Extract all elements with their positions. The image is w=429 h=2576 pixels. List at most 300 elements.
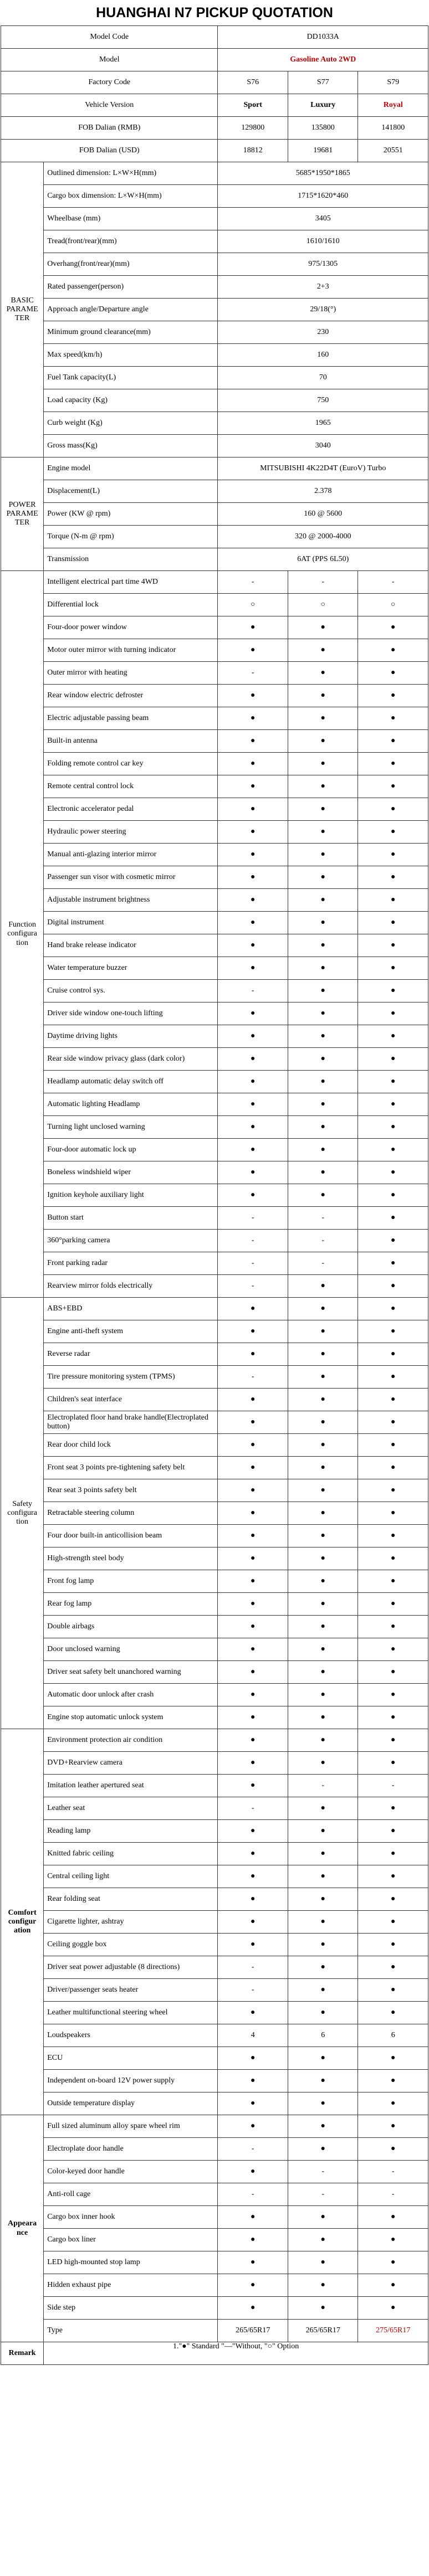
spec-value-3: ● (358, 1389, 428, 1411)
spec-label: Driver seat power adjustable (8 directions) (44, 1956, 218, 1979)
spec-value-3: ● (358, 934, 428, 957)
spec-value-3: - (358, 2183, 428, 2206)
spec-label: LED high-mounted stop lamp (44, 2251, 218, 2274)
spec-value-2: ● (288, 753, 358, 775)
spec-value-3: ● (358, 685, 428, 707)
spec-value-3: ● (358, 1502, 428, 1525)
header-row-fob-dalian-rmb (1, 117, 428, 140)
spec-value-1: - (218, 662, 288, 685)
spec-row (1, 1343, 428, 1366)
spec-value-3: ● (358, 2047, 428, 2070)
spec-row (1, 1479, 428, 1502)
spec-row (1, 1525, 428, 1547)
spec-label: Cigarette lighter, ashtray (44, 1911, 218, 1934)
spec-label: Hidden exhaust pipe (44, 2274, 218, 2297)
spec-row (1, 2070, 428, 2092)
spec-value-1: ● (218, 2047, 288, 2070)
spec-value-2: ● (288, 1093, 358, 1116)
spec-row (1, 2138, 428, 2161)
page-title: HUANGHAI N7 PICKUP QUOTATION (96, 5, 333, 20)
spec-value-2: - (288, 571, 358, 594)
spec-value-1: ● (218, 1729, 288, 1752)
spec-row (1, 299, 428, 321)
spec-value-2: ● (288, 1457, 358, 1479)
header-value-1: 129800 (218, 117, 288, 140)
spec-row (1, 2251, 428, 2274)
spec-value-3: ● (358, 1139, 428, 1161)
spec-value-1: ● (218, 2274, 288, 2297)
spec-label: Environment protection air condition (44, 1729, 218, 1752)
spec-value-3: ● (358, 662, 428, 685)
spec-value-1: ● (218, 1843, 288, 1865)
spec-label: Overhang(front/rear)(mm) (44, 253, 218, 276)
spec-row (1, 1457, 428, 1479)
spec-value-3: - (358, 1775, 428, 1797)
spec-label: Load capacity (Kg) (44, 389, 218, 412)
spec-row (1, 594, 428, 616)
spec-value: 1610/1610 (218, 230, 428, 253)
spec-label: Retractable steering column (44, 1502, 218, 1525)
spec-value-1: ● (218, 934, 288, 957)
spec-label: Electric adjustable passing beam (44, 707, 218, 730)
spec-label: Rated passenger(person) (44, 276, 218, 299)
spec-value-3: ● (358, 639, 428, 662)
section-power-parameter: POWER PARAME TER (1, 457, 44, 571)
header-value-3: Royal (358, 94, 428, 117)
spec-value-2: ● (288, 1570, 358, 1593)
spec-row (1, 1911, 428, 1934)
spec-value-3: ● (358, 980, 428, 1002)
spec-value-2: ● (288, 866, 358, 889)
spec-value-2: ● (288, 844, 358, 866)
spec-row (1, 1116, 428, 1139)
spec-value-2: ● (288, 957, 358, 980)
spec-value-2: ● (288, 616, 358, 639)
spec-value-2: ● (288, 707, 358, 730)
spec-value-1: ● (218, 1865, 288, 1888)
header-value-1: 18812 (218, 140, 288, 162)
header-value-1: S76 (218, 71, 288, 94)
spec-row (1, 208, 428, 230)
spec-value-1: ● (218, 1888, 288, 1911)
header-row-fob-dalian-usd (1, 140, 428, 162)
spec-value-3: ● (358, 1252, 428, 1275)
spec-value-2: ● (288, 1979, 358, 2002)
spec-label: Leather seat (44, 1797, 218, 1820)
spec-value-3: ● (358, 1888, 428, 1911)
spec-row (1, 162, 428, 185)
spec-value-3: ● (358, 1161, 428, 1184)
spec-label: Rear door child lock (44, 1434, 218, 1457)
header-row-vehicle-version (1, 94, 428, 117)
spec-label: Ceiling goggle box (44, 1934, 218, 1956)
spec-row (1, 412, 428, 435)
spec-row (1, 2002, 428, 2024)
spec-value-3: - (358, 571, 428, 594)
spec-value-3: ● (358, 2115, 428, 2138)
spec-label: Tread(front/rear)(mm) (44, 230, 218, 253)
spec-value-2: ● (288, 1502, 358, 1525)
spec-row (1, 1048, 428, 1071)
spec-value-3: - (358, 2161, 428, 2183)
header-value-3: 141800 (358, 117, 428, 140)
spec-value-1: ● (218, 1934, 288, 1956)
spec-label: Digital instrument (44, 912, 218, 934)
spec-label: Reading lamp (44, 1820, 218, 1843)
spec-label: Rear fog lamp (44, 1593, 218, 1616)
spec-row (1, 185, 428, 208)
spec-row (1, 1207, 428, 1230)
spec-row (1, 2229, 428, 2251)
spec-row (1, 1071, 428, 1093)
spec-row (1, 1161, 428, 1184)
spec-label: Rear side window privacy glass (dark color) (44, 1048, 218, 1071)
header-value-2: Luxury (288, 94, 358, 117)
spec-label: Electroplate door handle (44, 2138, 218, 2161)
spec-value-2: ● (288, 1048, 358, 1071)
spec-label: Adjustable instrument brightness (44, 889, 218, 912)
spec-label: Central ceiling light (44, 1865, 218, 1888)
spec-value-1: ● (218, 1706, 288, 1729)
spec-label: 360°parking camera (44, 1230, 218, 1252)
spec-value-3: ● (358, 1048, 428, 1071)
spec-value-3: ● (358, 889, 428, 912)
spec-label: Differential lock (44, 594, 218, 616)
spec-value-1: ● (218, 844, 288, 866)
spec-value-2: - (288, 1230, 358, 1252)
spec-row (1, 844, 428, 866)
spec-label: Hydraulic power steering (44, 821, 218, 844)
spec-label: Displacement(L) (44, 480, 218, 503)
spec-row (1, 1752, 428, 1775)
spec-value-3: ● (358, 1661, 428, 1684)
spec-label: Double airbags (44, 1616, 218, 1638)
spec-value-2: ● (288, 685, 358, 707)
spec-value-1: ● (218, 2002, 288, 2024)
spec-row (1, 1275, 428, 1298)
spec-value-3: ● (358, 1479, 428, 1502)
spec-label: Four-door automatic lock up (44, 1139, 218, 1161)
spec-label: Engine anti-theft system (44, 1320, 218, 1343)
spec-value: 160 @ 5600 (218, 503, 428, 526)
spec-value-1: ● (218, 1071, 288, 1093)
spec-value-3: ● (358, 1956, 428, 1979)
spec-row (1, 548, 428, 571)
spec-row (1, 1411, 428, 1434)
spec-value-1: - (218, 1230, 288, 1252)
spec-value-2: ● (288, 1525, 358, 1547)
spec-row (1, 707, 428, 730)
spec-value-2: ● (288, 1911, 358, 1934)
spec-row (1, 344, 428, 367)
spec-row (1, 1320, 428, 1343)
spec-value-3: ● (358, 1638, 428, 1661)
spec-label: Curb weight (Kg) (44, 412, 218, 435)
spec-value-3: ● (358, 1025, 428, 1048)
spec-value-3: ● (358, 1298, 428, 1320)
spec-value-1: ● (218, 1752, 288, 1775)
spec-value-2: ● (288, 2047, 358, 2070)
spec-label: Driver side window one-touch lifting (44, 1002, 218, 1025)
spec-value-1: ● (218, 707, 288, 730)
spec-row (1, 2206, 428, 2229)
spec-value: 160 (218, 344, 428, 367)
spec-value: 1965 (218, 412, 428, 435)
spec-label: Built-in antenna (44, 730, 218, 753)
spec-value-2: ● (288, 2002, 358, 2024)
spec-value-2: ● (288, 1479, 358, 1502)
spec-value-1: ● (218, 2229, 288, 2251)
spec-row (1, 1797, 428, 1820)
spec-value-2: ● (288, 2138, 358, 2161)
spec-row (1, 639, 428, 662)
spec-value-2: ● (288, 1434, 358, 1457)
spec-value-2: - (288, 1207, 358, 1230)
spec-table (1, 25, 428, 2365)
spec-value-1: ● (218, 1457, 288, 1479)
header-value: Gasoline Auto 2WD (218, 49, 428, 71)
spec-value-1: ○ (218, 594, 288, 616)
spec-row (1, 1661, 428, 1684)
spec-value-1: ● (218, 1298, 288, 1320)
spec-label: Headlamp automatic delay switch off (44, 1071, 218, 1093)
header-row-model (1, 49, 428, 71)
header-label: Model Code (1, 26, 218, 49)
spec-value-3: ● (358, 1071, 428, 1093)
spec-value: 5685*1950*1865 (218, 162, 428, 185)
spec-value-3: ● (358, 1934, 428, 1956)
spec-label: Rear window electric defroster (44, 685, 218, 707)
spec-value-1: ● (218, 639, 288, 662)
spec-row (1, 1389, 428, 1411)
spec-value-1: ● (218, 1002, 288, 1025)
spec-value-3: ● (358, 753, 428, 775)
spec-value: 320 @ 2000-4000 (218, 526, 428, 548)
spec-value-1: ● (218, 1434, 288, 1457)
spec-label: Wheelbase (mm) (44, 208, 218, 230)
spec-value-2: ● (288, 1411, 358, 1434)
spec-row (1, 1366, 428, 1389)
spec-value-2: ● (288, 912, 358, 934)
spec-value-3: ● (358, 1797, 428, 1820)
spec-value-3: ● (358, 1343, 428, 1366)
spec-row (1, 2183, 428, 2206)
spec-value-1: ● (218, 1389, 288, 1411)
spec-row (1, 1729, 428, 1752)
spec-value-3: ● (358, 2092, 428, 2115)
spec-value-1: ● (218, 1570, 288, 1593)
spec-value-1: ● (218, 957, 288, 980)
spec-value-3: ● (358, 1002, 428, 1025)
spec-value-1: ● (218, 2070, 288, 2092)
spec-row (1, 1684, 428, 1706)
spec-row (1, 435, 428, 457)
spec-row (1, 571, 428, 594)
spec-row (1, 753, 428, 775)
spec-label: Power (KW @ rpm) (44, 503, 218, 526)
spec-value-2: ● (288, 2092, 358, 2115)
spec-value-2: ● (288, 775, 358, 798)
spec-value-2: ● (288, 1593, 358, 1616)
spec-label: Rear folding seat (44, 1888, 218, 1911)
spec-value-1: ● (218, 1638, 288, 1661)
spec-label: Four-door power window (44, 616, 218, 639)
spec-value-2: ● (288, 1320, 358, 1343)
spec-row (1, 503, 428, 526)
spec-row (1, 1502, 428, 1525)
spec-value-3: 275/65R17 (358, 2320, 428, 2342)
spec-row (1, 1570, 428, 1593)
spec-value-2: 265/65R17 (288, 2320, 358, 2342)
spec-value-2: ● (288, 1161, 358, 1184)
spec-label: Cruise control sys. (44, 980, 218, 1002)
spec-label: Cargo box dimension: L×W×H(mm) (44, 185, 218, 208)
spec-label: Color-keyed door handle (44, 2161, 218, 2183)
spec-value-2: ● (288, 1071, 358, 1093)
spec-value-2: ● (288, 1547, 358, 1570)
spec-label: DVD+Rearview camera (44, 1752, 218, 1775)
spec-value-1: ● (218, 1116, 288, 1139)
section-basic-parameter: BASIC PARAME TER (1, 162, 44, 457)
header-value: DD1033A (218, 26, 428, 49)
spec-value-1: - (218, 1979, 288, 2002)
spec-value-3: ● (358, 1865, 428, 1888)
spec-row (1, 1638, 428, 1661)
spec-label: Daytime driving lights (44, 1025, 218, 1048)
spec-value-1: ● (218, 1411, 288, 1434)
spec-row (1, 1230, 428, 1252)
remark-label: Remark (1, 2342, 44, 2365)
spec-row (1, 2047, 428, 2070)
spec-label: ECU (44, 2047, 218, 2070)
spec-row (1, 1434, 428, 1457)
spec-label: Type (44, 2320, 218, 2342)
spec-value-3: ○ (358, 594, 428, 616)
spec-value-3: ● (358, 1184, 428, 1207)
header-label: FOB Dalian (USD) (1, 140, 218, 162)
spec-value-2: ● (288, 1797, 358, 1820)
spec-value-2: ● (288, 2251, 358, 2274)
spec-label: Four door built-in anticollision beam (44, 1525, 218, 1547)
header-label: Vehicle Version (1, 94, 218, 117)
spec-value-2: ● (288, 2274, 358, 2297)
spec-value-2: ● (288, 1638, 358, 1661)
quotation-page (1, 0, 428, 2365)
spec-label: Full sized aluminum alloy spare wheel rim (44, 2115, 218, 2138)
spec-value-2: 6 (288, 2024, 358, 2047)
spec-value-2: ● (288, 798, 358, 821)
spec-label: Tire pressure monitoring system (TPMS) (44, 1366, 218, 1389)
spec-label: Electroplated floor hand brake handle(Electroplated button) (44, 1411, 218, 1434)
spec-value-2: - (288, 2183, 358, 2206)
spec-value-1: ● (218, 821, 288, 844)
spec-row (1, 2115, 428, 2138)
spec-label: Knitted fabric ceiling (44, 1843, 218, 1865)
spec-value-3: ● (358, 1434, 428, 1457)
spec-row (1, 526, 428, 548)
spec-row (1, 957, 428, 980)
spec-row (1, 1775, 428, 1797)
header-value-2: 135800 (288, 117, 358, 140)
spec-row (1, 389, 428, 412)
spec-value-3: ● (358, 1593, 428, 1616)
spec-label: Outside temperature display (44, 2092, 218, 2115)
spec-value-2: - (288, 1775, 358, 1797)
spec-value-2: ○ (288, 594, 358, 616)
spec-value-3: ● (358, 821, 428, 844)
spec-value-1: ● (218, 1547, 288, 1570)
spec-value: 2+3 (218, 276, 428, 299)
spec-value-1: ● (218, 1616, 288, 1638)
spec-label: ABS+EBD (44, 1298, 218, 1320)
spec-label: Independent on-board 12V power supply (44, 2070, 218, 2092)
header-value-3: S79 (358, 71, 428, 94)
spec-label: Motor outer mirror with turning indicator (44, 639, 218, 662)
spec-row (1, 1298, 428, 1320)
spec-label: Boneless windshield wiper (44, 1161, 218, 1184)
spec-value-2: ● (288, 1729, 358, 1752)
spec-row (1, 2274, 428, 2297)
spec-label: Electronic accelerator pedal (44, 798, 218, 821)
spec-label: Outlined dimension: L×W×H(mm) (44, 162, 218, 185)
spec-label: Rearview mirror folds electrically (44, 1275, 218, 1298)
spec-value-1: ● (218, 1775, 288, 1797)
spec-value-1: ● (218, 1343, 288, 1366)
spec-row (1, 480, 428, 503)
spec-value-1: - (218, 1207, 288, 1230)
spec-value-2: ● (288, 2229, 358, 2251)
spec-label: Intelligent electrical part time 4WD (44, 571, 218, 594)
spec-row (1, 1865, 428, 1888)
spec-value-3: ● (358, 2229, 428, 2251)
spec-value-1: ● (218, 1048, 288, 1071)
spec-value-1: - (218, 1797, 288, 1820)
spec-value-3: ● (358, 957, 428, 980)
spec-label: Folding remote control car key (44, 753, 218, 775)
header-value-2: 19681 (288, 140, 358, 162)
spec-label: Torque (N-m @ rpm) (44, 526, 218, 548)
spec-label: Side step (44, 2297, 218, 2320)
spec-value-1: ● (218, 1911, 288, 1934)
spec-row (1, 934, 428, 957)
spec-value-2: ● (288, 1934, 358, 1956)
spec-row (1, 1139, 428, 1161)
spec-value-1: ● (218, 730, 288, 753)
section-comfort-configuration: Comfort configur ation (1, 1729, 44, 2115)
spec-value-3: ● (358, 1570, 428, 1593)
spec-value-1: ● (218, 2092, 288, 2115)
spec-row (1, 276, 428, 299)
spec-value-2: ● (288, 662, 358, 685)
spec-value-2: ● (288, 1389, 358, 1411)
spec-row (1, 1547, 428, 1570)
spec-label: Front fog lamp (44, 1570, 218, 1593)
spec-label: Front parking radar (44, 1252, 218, 1275)
spec-value-1: 4 (218, 2024, 288, 2047)
spec-value: 3040 (218, 435, 428, 457)
spec-row (1, 457, 428, 480)
spec-value-1: ● (218, 889, 288, 912)
spec-value-2: ● (288, 1956, 358, 1979)
spec-value-2: ● (288, 2297, 358, 2320)
spec-value-3: ● (358, 1116, 428, 1139)
spec-row (1, 912, 428, 934)
spec-value: 3405 (218, 208, 428, 230)
spec-row (1, 616, 428, 639)
remark-text: 1."●" Standard "—"Without, "○" Option (44, 2342, 428, 2365)
spec-value-1: ● (218, 1161, 288, 1184)
spec-value-3: ● (358, 844, 428, 866)
